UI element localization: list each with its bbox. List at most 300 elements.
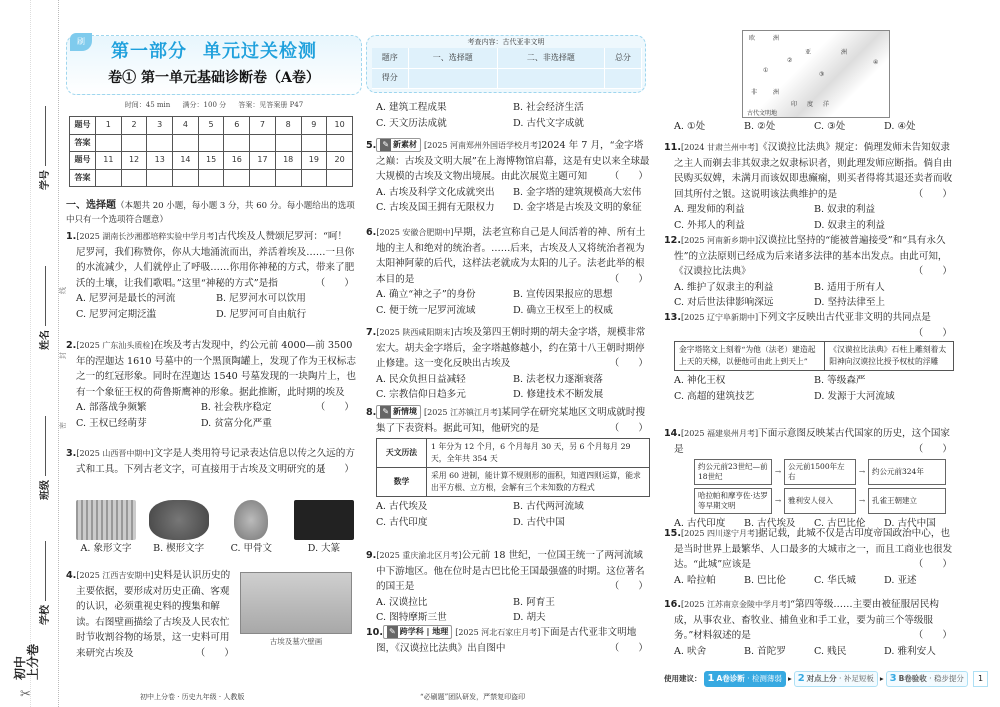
- option[interactable]: C. 贱民: [814, 645, 847, 657]
- arrow-icon: →: [774, 495, 782, 505]
- option[interactable]: C. ③处: [814, 121, 846, 132]
- question-stem: [66, 446, 356, 477]
- question-stem: [664, 233, 954, 280]
- footer-left: 初中上分卷 · 历史九年级 · 人教版: [140, 693, 245, 701]
- exam-scope: 考查内容：古代亚非文明: [467, 38, 545, 46]
- brand-line-1: 初中: [13, 655, 27, 680]
- tag-subject: 地理: [432, 627, 449, 636]
- question-source: [2025 山西晋中期中]: [76, 449, 154, 458]
- question-source: [2025 广东汕头质检]: [76, 341, 154, 350]
- question-13: [664, 310, 954, 404]
- flow-box: 公元前1500年左右: [784, 459, 856, 485]
- grid-q-number: 3: [147, 117, 173, 135]
- map-label: 洋: [823, 101, 830, 108]
- option[interactable]: A. 理发师的利益: [674, 204, 745, 215]
- section-desc: （本题共 20 小题，每小题 3 分，共 60 分。每小题给出的选项中只有一个选项符合题意）: [66, 201, 355, 225]
- question-source: [2025 安徽合肥期中]: [376, 228, 454, 237]
- answer-cell[interactable]: [224, 169, 250, 187]
- question-number: 13.: [664, 312, 681, 323]
- student-id-label: 学号: [40, 170, 51, 190]
- options: [664, 573, 954, 589]
- school-line: [45, 541, 46, 601]
- question-text: 下面是古代亚非文明地图，《汉谟拉比法典》出自图中: [376, 627, 637, 654]
- arrow-icon: →: [858, 495, 866, 505]
- option[interactable]: D. 胡夫: [513, 612, 546, 623]
- page-number: 1: [973, 671, 988, 687]
- material-cell: 采用 60 进制，能计算不规则形的面积，知道四则运算，能求出平方根、立方根，会解有三个未知数的方程式: [427, 468, 650, 497]
- grid-q-number: 6: [224, 117, 250, 135]
- option[interactable]: B. 首陀罗: [744, 645, 786, 657]
- script-option[interactable]: [149, 500, 209, 555]
- grid-q-number: 9: [301, 117, 327, 135]
- option[interactable]: D. 坚持法律至上: [814, 297, 886, 308]
- grid-q-label: 题号: [70, 117, 96, 135]
- option[interactable]: B. 尼罗河水可以饮用: [216, 293, 306, 304]
- option[interactable]: A. 古埃及科学文化成就突出: [376, 186, 495, 198]
- question-3: [66, 446, 356, 477]
- step-3: 3 B卷验收 · 稳步提分: [886, 671, 968, 687]
- option[interactable]: B. 法老权力逐渐衰落: [513, 373, 603, 385]
- answer-cell[interactable]: [121, 134, 147, 152]
- question-number: 7.: [366, 327, 377, 338]
- script-option[interactable]: [294, 500, 354, 555]
- answer-bracket[interactable]: （ ）: [609, 273, 648, 285]
- class-field[interactable]: [38, 416, 54, 500]
- option[interactable]: A. 民众负担日益减轻: [376, 373, 466, 385]
- answer-bracket[interactable]: （ ）: [913, 443, 952, 455]
- scissors-icon: ✂: [20, 687, 31, 702]
- tag-label: 新情境: [393, 407, 418, 416]
- answer-bracket[interactable]: （ ）: [913, 327, 952, 339]
- section-title: 一、选择题: [66, 200, 116, 211]
- tag-icon: ✎: [389, 627, 396, 636]
- answer-cell[interactable]: [173, 169, 199, 187]
- answer-bracket[interactable]: （ ）: [913, 188, 952, 200]
- question-stem: [664, 526, 954, 573]
- option[interactable]: C. 高超的建筑技艺: [674, 390, 755, 402]
- answer-cell[interactable]: [275, 169, 301, 187]
- material-row: [377, 439, 650, 468]
- option[interactable]: B. 古代埃及: [744, 518, 796, 529]
- grid-q-number: 14: [173, 152, 199, 170]
- option[interactable]: D. 古代中国: [513, 516, 565, 528]
- question-15: [664, 526, 954, 588]
- arrow-icon: →: [774, 466, 782, 476]
- map-label: ①: [763, 67, 769, 74]
- answer-cell[interactable]: [327, 134, 353, 152]
- answer-cell[interactable]: [250, 134, 276, 152]
- script-images: [76, 500, 354, 555]
- grid-q-number: 19: [301, 152, 327, 170]
- tab-mark-icon: 刷: [70, 33, 92, 51]
- question-stem: [366, 325, 650, 372]
- step-number: 2: [797, 673, 805, 684]
- option[interactable]: A. 维护了奴隶主的利益: [674, 281, 774, 293]
- answer-bracket[interactable]: （ ）: [315, 277, 354, 289]
- option[interactable]: B. 适用于所有人: [814, 281, 885, 293]
- grid-q-number: 13: [147, 152, 173, 170]
- question-12: [664, 233, 954, 311]
- score-header: 一、选择题: [408, 48, 497, 68]
- time-info: 时间：45 min: [124, 101, 171, 109]
- grid-answer-row: [70, 134, 353, 152]
- option[interactable]: D. 修建技术不断发展: [513, 389, 604, 400]
- section-heading: [66, 199, 356, 227]
- option[interactable]: D. 发源于大河流域: [814, 390, 895, 402]
- option[interactable]: C. 华氏城: [814, 574, 856, 586]
- material-cell: 《汉谟拉比法典》石柱上雕刻着太阳神向汉谟拉比授予权杖的浮雕: [825, 342, 954, 371]
- arrow-icon: ▸: [879, 674, 884, 683]
- option[interactable]: B. 古代两河流域: [513, 501, 584, 512]
- tag-label: 跨学科: [399, 627, 424, 636]
- script-option[interactable]: [221, 500, 281, 555]
- step-2: 2 对点上分 · 补足短板: [794, 671, 878, 687]
- question-number: 14.: [664, 428, 681, 439]
- option[interactable]: B. 社会经济生活: [513, 102, 584, 113]
- script-caption: D. 大篆: [307, 543, 341, 554]
- answer-cell[interactable]: [198, 169, 224, 187]
- options: [66, 291, 356, 322]
- option[interactable]: C. 尼罗河定期泛滥: [76, 308, 157, 320]
- option[interactable]: B. 社会秩序稳定: [200, 402, 272, 413]
- grid-q-number: 11: [96, 152, 122, 170]
- question-source: [2025 湖南长沙湘郡培粹实验中学月考]: [76, 232, 218, 241]
- answer-cell[interactable]: [275, 134, 301, 152]
- grid-a-label: 答案: [70, 169, 96, 187]
- flow-box: 雅利安人侵入: [784, 488, 856, 514]
- part-title-sub: 单元过关检测: [203, 41, 317, 62]
- arrow-icon: →: [858, 466, 866, 476]
- answer-cell[interactable]: [301, 134, 327, 152]
- grid-q-number: 18: [275, 152, 301, 170]
- footer-center: “必刷题”团队研发，严禁复印盗印: [420, 693, 526, 701]
- option[interactable]: A. 确立“神之子”的身份: [376, 289, 476, 300]
- option[interactable]: D. 确立王权至上的权威: [513, 304, 613, 316]
- flow-box: 约公元前23世纪—前18世纪: [694, 459, 772, 485]
- option[interactable]: B. 金字塔的建筑规模高大宏伟: [513, 186, 642, 198]
- grid-a-label: 答案: [70, 134, 96, 152]
- answer-bracket[interactable]: （ ）: [609, 642, 648, 654]
- map-label: 古代文明地: [747, 110, 778, 117]
- grid-q-number: 1: [96, 117, 122, 135]
- question-stem: [366, 548, 650, 595]
- question-stem: [664, 310, 954, 339]
- flow-box: 哈拉帕和摩亨佐·达罗等早期文明: [694, 488, 772, 514]
- material-cell: 1 年分为 12 个月，6 个月每月 30 天，另 6 个月每月 29 天，全年共 354 天: [427, 439, 650, 468]
- answer-bracket[interactable]: （ ）: [195, 647, 234, 659]
- option[interactable]: D. 雅利安人: [884, 645, 936, 657]
- cut-mark: 密: [58, 422, 67, 430]
- option[interactable]: D. 奴隶主的利益: [814, 219, 886, 231]
- usage-guide: [664, 671, 988, 687]
- question-stem: [66, 568, 236, 661]
- grid-q-number: 2: [121, 117, 147, 135]
- history-flowchart: [694, 459, 954, 514]
- script-option[interactable]: [76, 500, 136, 555]
- option[interactable]: C. 外邦人的利益: [674, 219, 745, 231]
- question-number: 3.: [66, 448, 77, 459]
- question-text: 下面示意图反映某古代国家的历史，这个国家是: [674, 428, 951, 455]
- step-title: A卷诊断: [716, 674, 745, 683]
- answer-bracket[interactable]: （ ）: [913, 559, 952, 570]
- question-text: 某同学在研究某地区文明成就时搜集了下表资料。据此可知，他研究的是: [376, 407, 646, 434]
- question-text: 文字是人类用符号记录表达信息以传之久远的方式和工具。下列古老文字，可直接用于古埃及文明研究的是: [76, 448, 355, 475]
- grid-number-row: [70, 152, 353, 170]
- student-id-field[interactable]: [38, 106, 54, 190]
- option[interactable]: B. 巴比伦: [744, 574, 786, 586]
- option[interactable]: D. 亚述: [884, 574, 917, 586]
- step-sub: 补足短板: [843, 674, 874, 683]
- option[interactable]: D. ④处: [884, 121, 916, 132]
- material-table: [376, 438, 650, 497]
- option[interactable]: B. 阿育王: [513, 596, 555, 608]
- answer-cell[interactable]: [327, 169, 353, 187]
- option[interactable]: A. 哈拉帕: [674, 574, 716, 586]
- option[interactable]: A. 神化王权: [674, 375, 726, 386]
- grid-q-number: 5: [198, 117, 224, 135]
- question-number: 10.: [366, 627, 383, 638]
- q10-options: [664, 119, 954, 135]
- map-label: 欧: [749, 35, 756, 42]
- grid-q-number: 10: [327, 117, 353, 135]
- options: [366, 595, 650, 626]
- option[interactable]: A. 部落战争频繁: [76, 402, 147, 413]
- options: [66, 400, 326, 431]
- question-1: [66, 229, 356, 322]
- tag-icon: ✎: [382, 140, 390, 149]
- question-16: [664, 597, 954, 659]
- options: [664, 373, 954, 404]
- option[interactable]: A. 吠舍: [674, 645, 707, 657]
- step-title: 对点上分: [806, 674, 837, 683]
- option[interactable]: C. 图特摩斯三世: [376, 612, 447, 623]
- answer-bracket[interactable]: （ ）: [609, 171, 648, 182]
- grid-answer-row: [70, 169, 353, 187]
- script-image: [294, 500, 354, 540]
- map-label: 亚: [805, 49, 812, 56]
- answer-cell[interactable]: [198, 134, 224, 152]
- option[interactable]: A. 古代埃及: [376, 501, 428, 512]
- map-label: 洲: [773, 89, 780, 96]
- name-field[interactable]: [38, 266, 54, 350]
- map-label: 非: [751, 89, 758, 96]
- question-stem: [366, 405, 650, 436]
- option[interactable]: C. 古巴比伦: [814, 518, 866, 529]
- score-header: 总分: [604, 48, 641, 68]
- question-number: 4.: [66, 570, 77, 581]
- answer-bracket[interactable]: （ ）: [315, 463, 354, 475]
- question-number: 9.: [366, 550, 377, 561]
- question-stem: [366, 225, 650, 287]
- grid-q-number: 7: [250, 117, 276, 135]
- brand-logo: [14, 644, 39, 680]
- answer-cell[interactable]: [224, 134, 250, 152]
- part-title-main: 第一部分: [111, 41, 187, 62]
- score-cell[interactable]: [497, 68, 604, 88]
- question-source: [2025 江西吉安期中]: [76, 571, 154, 580]
- map-label: 洲: [841, 49, 848, 56]
- script-caption: A. 象形文字: [80, 543, 132, 554]
- grid-q-number: 20: [327, 152, 353, 170]
- option[interactable]: C. 宗教信仰日趋多元: [376, 389, 466, 400]
- map-label: 洲: [773, 35, 780, 42]
- option[interactable]: D. 尼罗河可自由航行: [216, 308, 307, 320]
- question-source: [2025 陕西咸阳期末]: [376, 328, 454, 337]
- tag-badge: [376, 138, 421, 152]
- question-2: [66, 338, 356, 431]
- option[interactable]: A. 建筑工程成果: [376, 102, 447, 113]
- tomb-mural-image: [240, 572, 352, 634]
- question-stem: [66, 229, 356, 291]
- script-image: [149, 500, 209, 540]
- option[interactable]: C. 便于统一尼罗河流域: [376, 304, 476, 316]
- score-cell[interactable]: [408, 68, 497, 88]
- option[interactable]: C. 王权已经萌芽: [76, 417, 147, 429]
- part-title: [66, 40, 362, 64]
- option[interactable]: B. ②处: [744, 121, 776, 132]
- answer-info: 答案：见答案册 P47: [238, 101, 304, 109]
- question-11: [664, 140, 954, 233]
- score-cell[interactable]: [604, 68, 641, 88]
- grid-q-number: 12: [121, 152, 147, 170]
- map-label: 度: [807, 101, 814, 108]
- grid-q-label: 题号: [70, 152, 96, 170]
- option[interactable]: A. ①处: [674, 121, 706, 132]
- option[interactable]: D. 古代中国: [884, 518, 936, 529]
- question-stem: [664, 140, 954, 202]
- student-id-line: [45, 106, 46, 166]
- option[interactable]: A. 古代印度: [674, 518, 726, 529]
- question-text: 据记载，此城不仅是古印度帝国政治中心，也是当时世界上最繁华、人口最多的大城市之一，而且工商业也很发达。“此城”应该是: [674, 528, 953, 570]
- map-label: ②: [787, 57, 793, 64]
- options: [366, 287, 650, 318]
- cut-mark: 封: [58, 352, 67, 360]
- options: [366, 499, 650, 530]
- answer-cell[interactable]: [121, 169, 147, 187]
- tag-label: 新素材: [393, 140, 418, 149]
- question-source: [2025 四川遂宁月考]: [681, 529, 759, 538]
- mural-caption: 古埃及墓穴壁画: [269, 637, 323, 646]
- question-source: [2025 江苏南京金陵中学月考]: [681, 600, 791, 609]
- question-text: 古埃及第四王朝时期的胡夫金字塔，规模非常宏大。胡夫金字塔后，金字塔越修越小，约在第十八王朝时期停止修建。这一变化反映出古埃及: [376, 327, 646, 369]
- question-number: 11.: [664, 142, 681, 153]
- question-4: [66, 568, 236, 661]
- answer-bracket[interactable]: （ ）: [609, 581, 648, 592]
- question-7: [366, 325, 650, 403]
- question-stem: [366, 625, 650, 656]
- answer-cell[interactable]: [173, 134, 199, 152]
- option[interactable]: D. 古代文字成就: [513, 117, 585, 129]
- option[interactable]: D. 金字塔是古埃及文明的象征: [513, 202, 642, 213]
- question-text: 史料是认识历史的主要依据，要形成对历史正确、客观的认识，必须重视史料的搜集和解读。右图壁画描绘了古埃及人民农忙时节收割谷物的场景，这一史料可用来研究古埃及: [76, 570, 231, 659]
- question-6: [366, 225, 650, 318]
- answer-bracket[interactable]: （ ）: [609, 422, 648, 434]
- answer-bracket[interactable]: （ ）: [913, 266, 952, 277]
- school-label: 学校: [40, 605, 51, 625]
- answer-cell[interactable]: [250, 169, 276, 187]
- option[interactable]: C. 天文历法成就: [376, 117, 447, 129]
- fold-line: [30, 0, 31, 707]
- option[interactable]: D. 贫富分化严重: [200, 417, 272, 429]
- answer-bracket[interactable]: （ ）: [609, 358, 648, 369]
- question-text: 下列文字反映出古代亚非文明的共同点是: [758, 312, 931, 323]
- question-source: [2024 甘肃兰州中考]: [681, 143, 759, 152]
- grid-q-number: 17: [250, 152, 276, 170]
- option[interactable]: B. 奴隶的利益: [814, 204, 876, 215]
- option[interactable]: B. 等级森严: [814, 375, 866, 386]
- options: [366, 100, 650, 131]
- step-number: 3: [889, 673, 897, 684]
- option[interactable]: C. 古代印度: [376, 516, 428, 528]
- question-text: 古代埃及人赞颂尼罗河：“呵！尼罗河，我们称赞你，你从大地涌流而出，养活着埃及……一旦你的水流减少，人们就停止了呼吸……你用你神秘的方式，带来了肥沃的土壤，让我们歌唱。”这里“神秘的方式”是指: [76, 231, 355, 289]
- option[interactable]: A. 尼罗河是最长的河流: [76, 293, 176, 304]
- answer-cell[interactable]: [96, 134, 122, 152]
- name-label: 姓名: [40, 330, 51, 350]
- grid-q-number: 4: [173, 117, 199, 135]
- map-label: ④: [873, 59, 879, 66]
- answer-cell[interactable]: [301, 169, 327, 187]
- question-text: 在埃及考古发现中，约公元前 4000—前 3500 年的涅迦达 1610 号墓中的一个黑顶陶罐上，发现了作为王权标志之一的红冠形象。同时在涅迦达 1540 号墓发现的一块陶片上，也有一个象征王权的荷鲁斯鹰神的形象。据此推断，此时期的埃及: [76, 340, 356, 398]
- question-9: [366, 548, 650, 626]
- answer-cell[interactable]: [96, 169, 122, 187]
- material-cell: 天文历法: [377, 439, 427, 468]
- tag-badge: [376, 405, 421, 419]
- option[interactable]: C. 古埃及国王拥有无限权力: [376, 202, 495, 213]
- step-title: B卷验收: [898, 674, 927, 683]
- step-sub: 稳步提分: [933, 674, 964, 683]
- grid-q-number: 8: [275, 117, 301, 135]
- question-text: “第四等级……主要由被征服居民构成，从事农业、畜牧业、捕鱼业和手工业，要为前三个等级服务。”材料叙述的是: [674, 599, 939, 641]
- material-cell: 金字塔铭文上刻着“为他（法老）建造起上天的天梯，以便他可由此上到天上”: [675, 342, 825, 371]
- class-label: 班级: [40, 480, 51, 500]
- question-number: 6.: [366, 227, 377, 238]
- map-label: 印: [791, 101, 798, 108]
- question-text: 2024 年 7 月，“金字塔之巅：古埃及文明大展”在上海博物馆启幕，这是有史以来全球最大规模的古埃及文物出境展。由此次展览主题可知: [376, 140, 650, 182]
- question-text: 公元前 18 世纪，一位国王统一了两河流域中下游地区。他在位时是古巴比伦王国最强盛的时期。这位著名的国王是: [376, 550, 645, 592]
- score-info: 满分：100 分: [182, 101, 227, 109]
- option[interactable]: A. 汉谟拉比: [376, 596, 428, 608]
- options: [664, 202, 954, 233]
- question-10: [366, 625, 650, 656]
- question-source: [2025 辽宁阜新期中]: [681, 313, 759, 322]
- question-stem: [366, 138, 650, 185]
- script-caption: B. 楔形文字: [153, 543, 205, 554]
- script-caption: C. 甲骨文: [230, 543, 273, 554]
- exam-meta: [66, 99, 362, 111]
- answer-cell[interactable]: [147, 134, 173, 152]
- question-number: 2.: [66, 340, 77, 351]
- tag-icon: ✎: [382, 407, 390, 416]
- score-header: 二、非选择题: [497, 48, 604, 68]
- answer-bracket[interactable]: （ ）: [913, 630, 952, 641]
- script-image: [76, 500, 136, 540]
- question-source: [2025 河北石家庄月考]: [455, 628, 541, 637]
- question-source: [2025 河南郑州外国语学校月考]: [424, 141, 542, 150]
- question-source: [2025 江苏镇江月考]: [424, 408, 502, 417]
- cut-mark: 线: [58, 287, 67, 295]
- class-line: [45, 416, 46, 476]
- arrow-icon: ▸: [787, 674, 792, 683]
- option[interactable]: C. 对后世法律影响深远: [674, 297, 774, 308]
- options: [664, 119, 954, 135]
- name-line: [45, 266, 46, 326]
- question-source: [2025 福建泉州月考]: [681, 429, 759, 438]
- material-row: [675, 342, 954, 371]
- answer-cell[interactable]: [147, 169, 173, 187]
- option[interactable]: B. 宣传因果报应的思想: [513, 289, 613, 300]
- answer-bracket[interactable]: （ ）: [315, 402, 354, 413]
- school-field[interactable]: [38, 541, 54, 625]
